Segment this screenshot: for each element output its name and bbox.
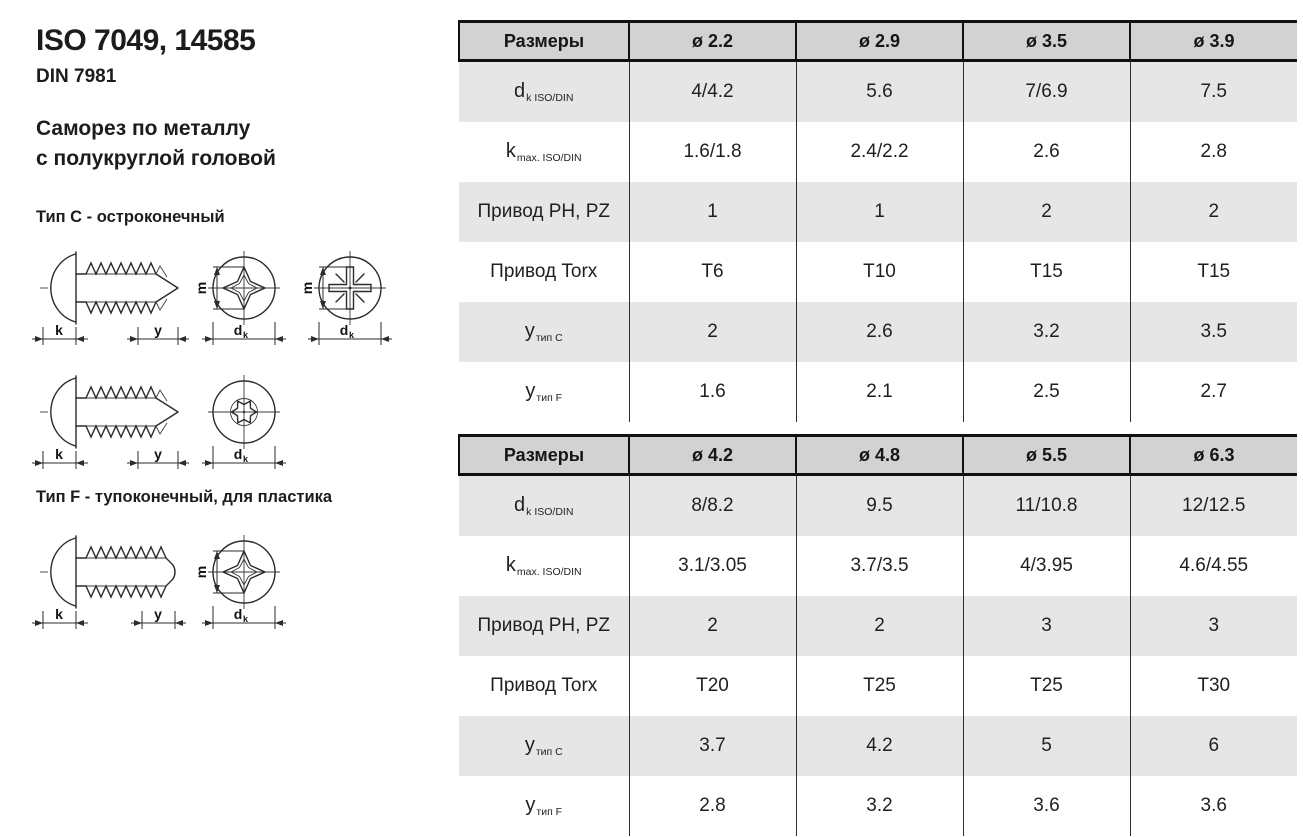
row-label (459, 302, 629, 362)
row-label-main: k (505, 553, 516, 576)
row-label-sub: max. ISO/DIN (516, 566, 582, 579)
size-table-large-diameters (458, 434, 1296, 836)
row-label-sub: тип F (536, 392, 563, 405)
value-cell: 2.1 (796, 362, 963, 422)
row-label (459, 656, 629, 716)
torx-head-view-icon (202, 375, 286, 469)
row-label-sub: max. ISO/DIN (516, 152, 582, 165)
value-cell: 2.8 (629, 776, 796, 836)
value-cell: 1 (629, 182, 796, 242)
row-label-sub: k ISO/DIN (526, 92, 574, 105)
spec-table (458, 20, 1297, 422)
value-cell: 3.1/3.05 (629, 536, 796, 596)
value-cell: 5.6 (796, 61, 963, 123)
right-panel (458, 20, 1296, 837)
value-cell: T15 (963, 242, 1130, 302)
value-cell: 3.2 (963, 302, 1130, 362)
dim-label-d: d (339, 322, 349, 338)
type-c-label: Тип C - остроконечный (36, 208, 225, 226)
value-cell: 3.5 (1130, 302, 1297, 362)
left-panel (36, 20, 456, 837)
header-cell-diameter: ø 3.9 (1130, 22, 1297, 61)
row-label (459, 61, 629, 123)
value-cell: 12/12.5 (1130, 475, 1297, 537)
ph-head-view-icon (193, 251, 286, 345)
row-label-main: Привод Torx (490, 675, 598, 696)
dim-label-m: m (299, 281, 315, 295)
dim-label-k: k (55, 322, 63, 338)
value-cell: 2.6 (796, 302, 963, 362)
table-row (459, 302, 1297, 362)
row-label (459, 596, 629, 656)
dim-label-k: k (55, 606, 63, 622)
value-cell: 3.7 (629, 716, 796, 776)
table-row (459, 656, 1297, 716)
row-label-sub: тип F (536, 806, 563, 819)
row-label (459, 182, 629, 242)
row-label-main: Привод PH, PZ (477, 201, 610, 222)
header-cell-diameter: ø 3.5 (963, 22, 1130, 61)
value-cell: 1.6/1.8 (629, 122, 796, 182)
spec-table (458, 434, 1297, 836)
type-c-ph-pz-drawing (32, 238, 397, 350)
row-label (459, 475, 629, 537)
table-row (459, 716, 1297, 776)
row-label-sub: тип C (535, 332, 563, 345)
row-label-sub: k ISO/DIN (526, 506, 574, 519)
header-cell-diameter: ø 5.5 (963, 436, 1130, 475)
row-label (459, 536, 629, 596)
header-cell-diameter: ø 6.3 (1130, 436, 1297, 475)
header-cell-diameter: ø 2.9 (796, 22, 963, 61)
value-cell: 3.6 (963, 776, 1130, 836)
row-label-main: y (525, 379, 536, 402)
table-row (459, 182, 1297, 242)
value-cell: 2 (796, 596, 963, 656)
row-label (459, 716, 629, 776)
value-cell: 6 (1130, 716, 1297, 776)
header-cell-diameter: ø 4.2 (629, 436, 796, 475)
value-cell: 4/3.95 (963, 536, 1130, 596)
table-row (459, 242, 1297, 302)
row-label (459, 776, 629, 836)
value-cell: T15 (1130, 242, 1297, 302)
value-cell: T20 (629, 656, 796, 716)
type-c-torx-drawing (32, 362, 292, 474)
value-cell: 2.8 (1130, 122, 1297, 182)
row-label-sub: тип C (535, 746, 563, 759)
header-cell-sizes: Размеры (459, 436, 629, 475)
row-label-main: y (524, 733, 535, 756)
description-line-2: с полукруглой головой (36, 147, 276, 171)
dim-label-y: y (154, 606, 162, 622)
row-label-main: d (514, 79, 526, 102)
value-cell: 3.2 (796, 776, 963, 836)
row-label (459, 242, 629, 302)
row-label-main: Привод PH, PZ (477, 615, 610, 636)
value-cell: T6 (629, 242, 796, 302)
dim-label-d-sub: k (243, 454, 249, 464)
dim-label-d: d (233, 446, 243, 462)
row-label-main: Привод Torx (490, 261, 598, 282)
screw-side-view-icon (32, 252, 189, 345)
dim-label-d-sub: k (243, 330, 249, 340)
value-cell: 11/10.8 (963, 475, 1130, 537)
table-row (459, 776, 1297, 836)
table-row (459, 362, 1297, 422)
dim-label-d: d (233, 322, 243, 338)
table-row (459, 536, 1297, 596)
value-cell: 3 (1130, 596, 1297, 656)
dim-label-d-sub: k (349, 330, 355, 340)
table-row (459, 596, 1297, 656)
header-cell-diameter: ø 2.2 (629, 22, 796, 61)
dim-label-m: m (193, 281, 209, 295)
type-f-label: Тип F - тупоконечный, для пластика (36, 488, 333, 506)
page-title: ISO 7049, 14585 (36, 24, 256, 57)
value-cell: 2 (1130, 182, 1297, 242)
description-line-1: Саморез по металлу (36, 117, 251, 140)
value-cell: 2.4/2.2 (796, 122, 963, 182)
value-cell: 1.6 (629, 362, 796, 422)
value-cell: 2.5 (963, 362, 1130, 422)
table-row (459, 61, 1297, 123)
value-cell: 5 (963, 716, 1130, 776)
row-label (459, 122, 629, 182)
value-cell: 9.5 (796, 475, 963, 537)
value-cell: T25 (796, 656, 963, 716)
pz-head-view-icon (299, 251, 392, 345)
screw-side-view-blunt-icon (32, 536, 186, 629)
type-f-ph-drawing (32, 522, 397, 634)
value-cell: 2 (629, 302, 796, 362)
row-label-main: y (525, 793, 536, 816)
value-cell: 7.5 (1130, 61, 1297, 123)
row-label-main: k (505, 139, 516, 162)
value-cell: 3 (963, 596, 1130, 656)
value-cell: 7/6.9 (963, 61, 1130, 123)
dim-label-y: y (154, 322, 162, 338)
value-cell: 4/4.2 (629, 61, 796, 123)
value-cell: 2.6 (963, 122, 1130, 182)
value-cell: 4.6/4.55 (1130, 536, 1297, 596)
product-description (36, 114, 276, 175)
table-row (459, 122, 1297, 182)
table-header-row (459, 22, 1297, 61)
value-cell: 8/8.2 (629, 475, 796, 537)
value-cell: 3.6 (1130, 776, 1297, 836)
value-cell: 3.7/3.5 (796, 536, 963, 596)
value-cell: T30 (1130, 656, 1297, 716)
row-label-main: d (514, 493, 526, 516)
value-cell: 2 (963, 182, 1130, 242)
header-cell-diameter: ø 4.8 (796, 436, 963, 475)
header-cell-sizes: Размеры (459, 22, 629, 61)
value-cell: 4.2 (796, 716, 963, 776)
value-cell: T25 (963, 656, 1130, 716)
table-row (459, 475, 1297, 537)
din-standard-subtitle: DIN 7981 (36, 66, 117, 87)
table-header-row (459, 436, 1297, 475)
value-cell: 2.7 (1130, 362, 1297, 422)
row-label-main: y (524, 319, 535, 342)
row-label (459, 362, 629, 422)
size-table-small-diameters (458, 20, 1296, 422)
value-cell: 1 (796, 182, 963, 242)
value-cell: T10 (796, 242, 963, 302)
value-cell: 2 (629, 596, 796, 656)
